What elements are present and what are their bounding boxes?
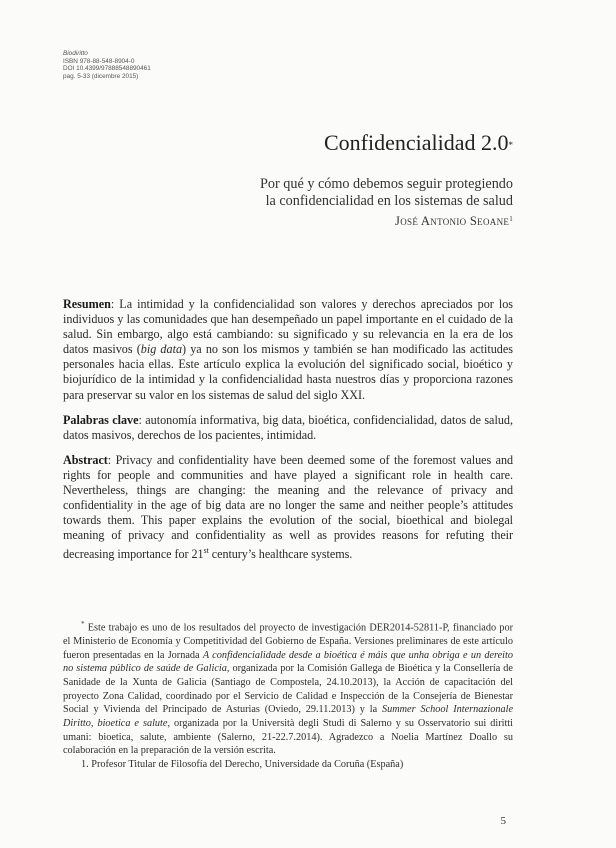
keywords-label: Palabras clave — [63, 412, 139, 427]
keywords-paragraph — [63, 413, 513, 443]
isbn: ISBN 978-88-548-8904-0 — [63, 57, 135, 65]
publication-meta — [63, 50, 151, 80]
abstract-text-1: : Privacy and confidentiality have been deemed some of the foremost values and rights for people and communities and have played a significant role in health care. Nevertheless, things are changing: the meaning and the relevance of privacy and confidentiality in the age of big data are no longer the same and neither people’s attitudes towards them. This paper explains the evolution of the social, bioethical and biolegal meaning of privacy and confidentiality as well as provides reasons for refuting their decreasing importance for 21 — [63, 452, 513, 562]
abstract-paragraph — [63, 453, 513, 563]
doi: DOI 10.4399/97888548890461 — [63, 65, 151, 73]
footnote-star-italic-2: Summer School Internazionale Diritto, bioetica e salute — [63, 704, 513, 729]
footnote-1 — [63, 758, 513, 772]
resumen-text-1: : La intimidad y la confidencialidad son valores y derechos apreciados por los individuos y las comunidades que han desempeñado un papel importante en el cuidado de la salud. Sin embargo, algo está cambiando: su significado y su relevancia en la era de los datos masivos ( — [63, 297, 513, 357]
subtitle-line-2: la confidencialidad en los sistemas de salud — [265, 193, 513, 209]
article-subtitle — [113, 176, 513, 210]
resumen-label: Resumen — [63, 297, 111, 311]
resumen-text-2: ) ya no son los mismos y también se han modificado las actitudes personales hacia ellas. Este artículo explica la evolución del significado social, bioético y biojurídico de la intimidad y la confidencialidad hasta nuestros días y proporciona razones para preservar su valor en los sistemas de salud del siglo XXI. — [63, 342, 513, 402]
article-body — [63, 297, 513, 573]
footnotes — [63, 618, 513, 772]
footnote-star — [63, 618, 513, 758]
abstract-sup: st — [203, 546, 209, 556]
article-title — [113, 130, 513, 156]
resumen-paragraph — [63, 297, 513, 403]
title-footnote-mark: * — [508, 140, 513, 150]
footnote-star-text-1: Este trabajo es uno de los resultados del proyecto de investigación DER2014-52811-P, financiado por el Ministerio de Economía y Competitividad del Gobierno de España. Versiones preliminares de este artículo fueron presentadas en la Jornada — [63, 622, 513, 661]
resumen-italic: big data — [140, 342, 183, 357]
footnote-star-text-3: , organizada por la Università degli Studi di Salerno y su Osservatorio sui diritti umani: bioetica, salute, ambiente (Salerno, 21-22.7.2014). Agradezco a Noelia Martínez Doallo su colaboración en la preparación de la versión escrita. — [63, 718, 513, 757]
abstract-text-2: century’s healthcare systems. — [208, 547, 353, 562]
author — [113, 214, 513, 229]
footnote-1-mark: 1. — [81, 758, 89, 770]
footnote-1-text: Profesor Titular de Filosofía del Derecho, Universidade da Coruña (España) — [88, 758, 404, 770]
article-title-text: Confidencialidad 2.0 — [323, 130, 509, 155]
footnote-star-mark: * — [81, 620, 85, 628]
author-name: José Antonio Seoane — [395, 214, 510, 228]
title-block — [113, 130, 513, 229]
keywords-text: : autonomía informativa, big data, bioética, confidencialidad, datos de salud, datos masivos, derechos de los pacientes, intimidad. — [63, 412, 513, 442]
page-range: pag. 5-33 (dicembre 2015) — [63, 72, 139, 80]
footnote-star-italic-1: A confidencialidade desde a bioética é máis que unha obriga e un dereito no sistema público de saúde de Galicia — [63, 649, 514, 675]
footnote-star-text-2: , organizada por la Comisión Gallega de Bioética y la Consellería de Sanidade de la Xunta de Galicia (Santiago de Compostela, 24.10.2013), la Acción de capacitación del proyecto Zona Calidad, coordinado por el Servicio de Calidad e Inspección de la Consejería de Bienestar Social y Vivienda del Principado de Asturias (Oviedo, 29.11.2013) y la — [63, 663, 513, 716]
author-footnote-mark: 1 — [509, 215, 513, 223]
journal-name: Biodiritto — [63, 50, 88, 57]
abstract-label: Abstract — [63, 452, 108, 467]
subtitle-line-1: Por qué y cómo debemos seguir protegiendo — [260, 176, 513, 192]
page-number: 5 — [500, 815, 506, 827]
